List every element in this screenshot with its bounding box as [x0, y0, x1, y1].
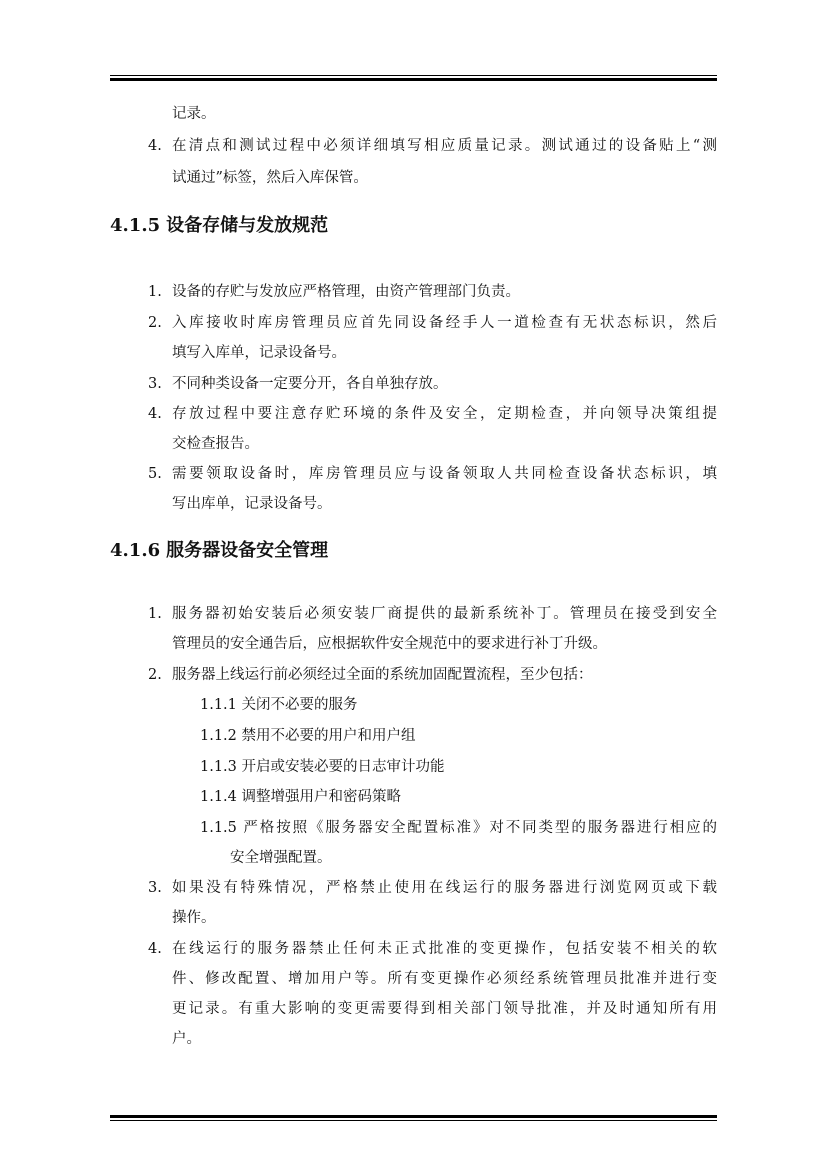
header-rule [110, 75, 717, 81]
list-item-line: 不同种类设备一定要分开，各自单独存放。 [172, 376, 448, 392]
carryover-text: 记录。 [172, 106, 216, 122]
list-item-line: 入库接收时库房管理员应首先同设备经手人一道检查有无状态标识，然后 [172, 315, 717, 331]
list-number: 3. [148, 376, 162, 392]
sub-item-line: 1.1.4 调整增强用户和密码策略 [200, 789, 402, 805]
list-item-line: 服务器上线运行前必须经过全面的系统加固配置流程，至少包括： [172, 667, 593, 683]
sub-item-line: 1.1.5 严格按照《服务器安全配置标准》对不同类型的服务器进行相应的 [200, 820, 717, 836]
list-item-line: 需要领取设备时，库房管理员应与设备领取人共同检查设备状态标识，填 [172, 466, 717, 482]
section-number: 4.1.5 [110, 215, 161, 236]
section-number: 4.1.6 [110, 540, 161, 561]
list-item-line: 在清点和测试过程中必须详细填写相应质量记录。测试通过的设备贴上“测 [172, 138, 717, 154]
sub-item-line: 安全增强配置。 [230, 850, 332, 866]
list-item-line: 存放过程中要注意存贮环境的条件及安全，定期检查，并向领导决策组提 [172, 406, 717, 422]
footer-rule [110, 1115, 717, 1121]
list-number: 1. [148, 606, 162, 622]
list-item-line: 操作。 [172, 910, 216, 926]
list-item-line: 件、修改配置、增加用户等。所有变更操作必须经系统管理员批准并进行变 [172, 971, 717, 987]
list-item-line: 交检查报告。 [172, 436, 259, 452]
list-item-line: 更记录。有重大影响的变更需要得到相关部门领导批准，并及时通知所有用 [172, 1001, 717, 1017]
sub-item-line: 1.1.2 禁用不必要的用户和用户组 [200, 728, 416, 744]
list-number: 3. [148, 880, 162, 896]
list-item-line: 设备的存贮与发放应严格管理，由资产管理部门负责。 [172, 284, 520, 300]
sub-item-line: 1.1.3 开启或安装必要的日志审计功能 [200, 759, 445, 775]
list-item-line: 填写入库单，记录设备号。 [172, 345, 346, 361]
list-item-line: 写出库单，记录设备号。 [172, 496, 332, 512]
list-item-line: 户。 [172, 1031, 201, 1047]
list-number: 5. [148, 466, 162, 482]
list-number: 4. [148, 406, 162, 422]
section-title: 服务器设备安全管理 [166, 540, 329, 561]
section-heading-4-1-5 [110, 214, 328, 238]
section-heading-4-1-6 [110, 539, 328, 563]
section-title: 设备存储与发放规范 [166, 215, 329, 236]
list-item-line: 如果没有特殊情况，严格禁止使用在线运行的服务器进行浏览网页或下载 [172, 880, 717, 896]
sub-item-line: 1.1.1 关闭不必要的服务 [200, 697, 358, 713]
list-number: 2. [148, 667, 162, 683]
list-number: 1. [148, 284, 162, 300]
list-item-line: 在线运行的服务器禁止任何未正式批准的变更操作，包括安装不相关的软 [172, 941, 717, 957]
list-item-line: 服务器初始安装后必须安装厂商提供的最新系统补丁。管理员在接受到安全 [172, 606, 717, 622]
list-item-line: 试通过”标签，然后入库保管。 [172, 170, 368, 186]
list-number: 4. [148, 941, 162, 957]
list-item-line: 管理员的安全通告后，应根据软件安全规范中的要求进行补丁升级。 [172, 636, 607, 652]
list-number: 2. [148, 315, 162, 331]
list-number: 4. [148, 138, 162, 154]
